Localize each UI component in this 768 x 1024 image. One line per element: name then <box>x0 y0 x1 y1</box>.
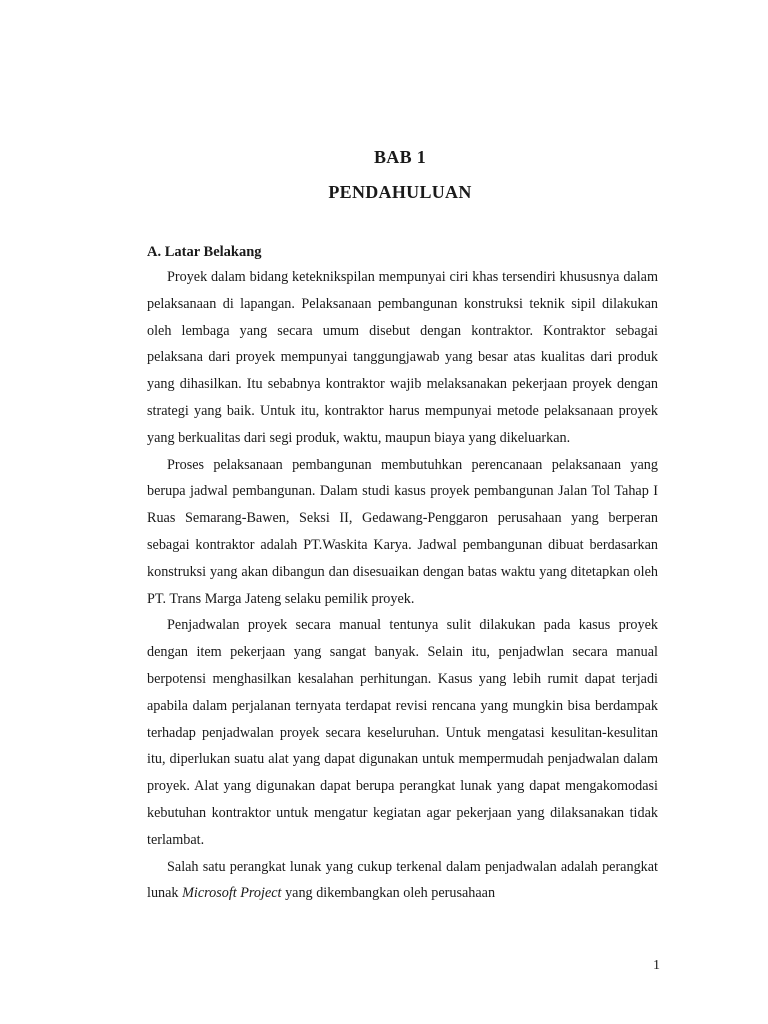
chapter-title: PENDAHULUAN <box>328 182 472 202</box>
italic-term: Microsoft Project <box>182 885 282 902</box>
page-number: 1 <box>653 958 660 973</box>
paragraph-3: Penjadwalan proyek secara manual tentunya sulit dilakukan pada kasus proyek dengan item pekerjaan yang sangat banyak. Selain itu, penjadwlan secara manual berpotensi menghasilkan kesalahan perhitungan. Kasus yang lebih rumit dapat terjadi apabila dalam perjalanan ternyata terdapat revisi rencana yang mungkin bisa berdampak terhadap penjadwalan proyek secara keseluruhan. Untuk mengatasi kesulitan-kesulitan itu, diperlukan suatu alat yang dapat digunakan untuk mempermudah penjadwalan dalam proyek. Alat yang digunakan dapat berupa perangkat lunak yang dapat mengakomodasi kebutuhan kontraktor untuk mengatur kegiatan agar pekerjaan yang dilaksanakan tidak terlambat. <box>147 617 658 848</box>
body-text <box>147 264 658 907</box>
paragraph-1: Proyek dalam bidang keteknikspilan mempunyai ciri khas tersendiri khususnya dalam pelaksanaan di lapangan. Pelaksanaan pembangunan konstruksi teknik sipil dilakukan oleh lembaga yang secara umum disebut dengan kontraktor. Kontraktor sebagai pelaksana dari proyek mempunyai tanggungjawab yang besar atas kualitas dari produk yang dihasilkan. Itu sebabnya kontraktor wajib melaksanakan pekerjaan proyek dengan strategi yang baik. Untuk itu, kontraktor harus mempunyai metode pelaksanaan proyek yang berkualitas dari segi produk, waktu, maupun biaya yang dikeluarkan. <box>147 269 658 446</box>
paragraph-4-text-end: yang dikembangkan oleh perusahaan <box>281 885 496 902</box>
section-heading: A. Latar Belakang <box>147 244 262 260</box>
paragraph-4 <box>147 854 658 908</box>
paragraph-4-text-start: Salah satu perangkat lunak yang cukup terkenal dalam penjadwalan adalah perangkat lunak <box>147 858 658 902</box>
paragraph-2: Proses pelaksanaan pembangunan membutuhkan perencanaan pelaksanaan yang berupa jadwal pembangunan. Dalam studi kasus proyek pembangunan Jalan Tol Tahap I Ruas Semarang-Bawen, Seksi II, Gedawang-Penggaron perusahaan yang berperan sebagai kontraktor adalah PT.Waskita Karya. Jadwal pembangunan dibuat berdasarkan konstruksi yang akan dibangun dan disesuaikan dengan batas waktu yang ditetapkan oleh PT. Trans Marga Jateng selaku pemilik proyek. <box>147 456 658 607</box>
chapter-number: BAB 1 <box>373 147 426 167</box>
